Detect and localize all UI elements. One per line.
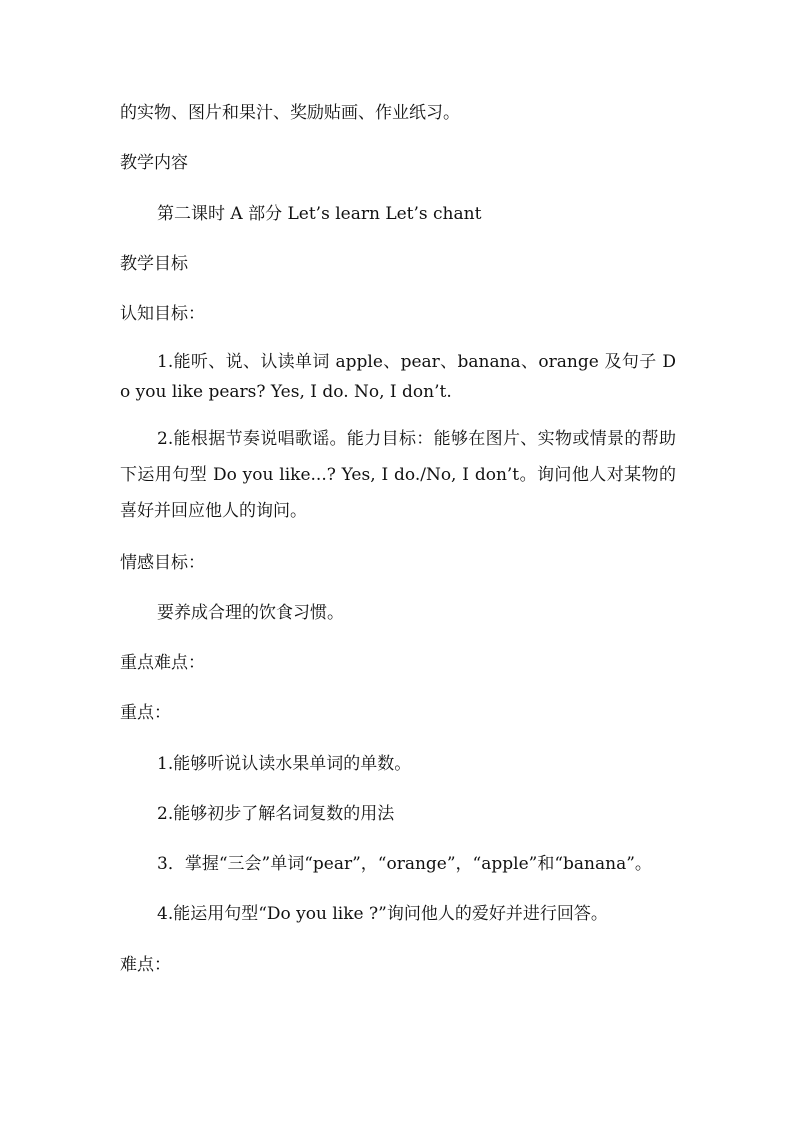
- lesson-title: 第二课时 A 部分 Let’s learn Let’s chant: [157, 204, 482, 224]
- cognitive-goals-heading: 认知目标：: [120, 304, 205, 324]
- difficult-points-heading: 难点：: [120, 955, 171, 975]
- key-point-3: 3．掌握“三会”单词“pear”，“orange”，“apple”和“banana”。: [157, 854, 652, 874]
- key-difficult-points-heading: 重点难点：: [120, 653, 205, 673]
- key-point-4: 4.能运用句型“Do you like ?”询问他人的爱好并进行回答。: [157, 904, 608, 924]
- section-heading-teaching-goals: 教学目标: [120, 254, 188, 274]
- emotional-goals-heading: 情感目标：: [120, 553, 205, 573]
- key-points-heading: 重点：: [120, 703, 171, 723]
- section-heading-teaching-content: 教学内容: [120, 153, 188, 173]
- emotional-goal-1: 要养成合理的饮食习惯。: [157, 603, 344, 623]
- materials-line: 的实物、图片和果汁、奖励贴画、作业纸习。: [120, 103, 460, 123]
- cognitive-goal-2: 2.能根据节奏说唱歌谣。能力目标：能够在图片、实物或情景的帮助下运用句型 Do you like...? Yes, I do./No, I don’t。询问他人对某物的喜好并回应他人的询问。: [120, 429, 676, 521]
- cognitive-goal-1: 1.能听、说、认读单词 apple、pear、banana、orange 及句子 Do you like pears? Yes, I do. No, I don’t.: [120, 352, 676, 402]
- key-point-1: 1.能够听说认读水果单词的单数。: [157, 754, 412, 774]
- key-point-2: 2.能够初步了解名词复数的用法: [157, 804, 395, 824]
